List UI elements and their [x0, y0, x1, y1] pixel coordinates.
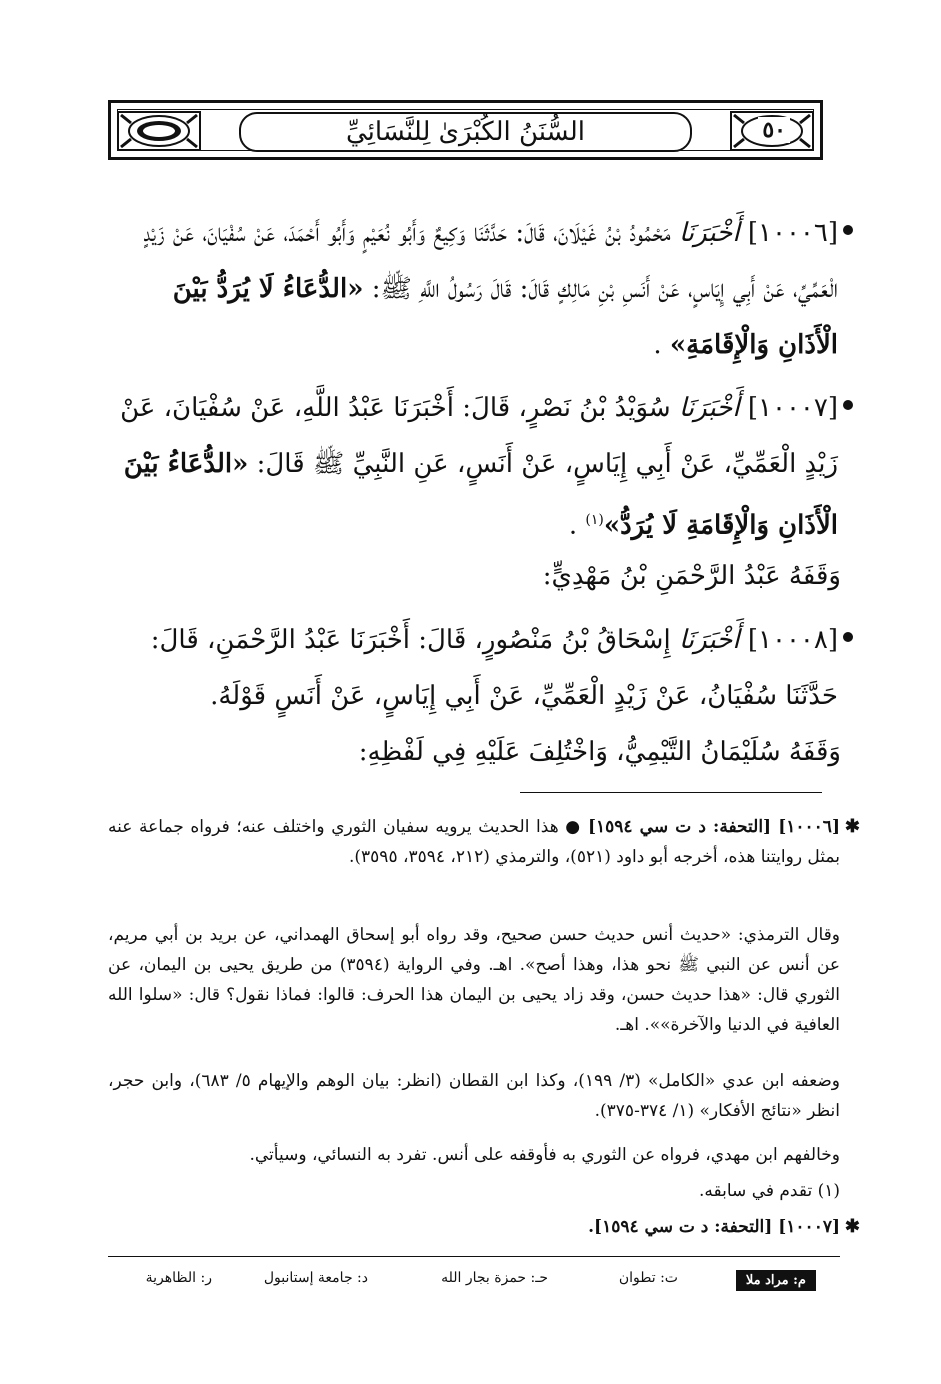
footnote-10007: [108, 1212, 860, 1242]
hadith-text: مَحْمُودُ بْنُ غَيْلَانَ، قَالَ: حَدَّثَنَا وَكِيعٌ وَأَبُو نُعَيْمٍ وَأَبُو أَحْمَدَ، عَنْ سُفْيَانَ، عَنْ زَيْدٍ الْعَمِّيِّ، عَنْ أَبِي إِيَاسٍ، عَنْ أَنَسِ بْنِ مَالِكٍ قَالَ: قَالَ رَسُولُ اللَّهِ ﷺ:: [143, 218, 838, 304]
hadith-number: [١٠٠٠٨]: [747, 625, 838, 655]
hadith-end: .: [568, 510, 578, 541]
akhbarana-label: أَخْبَرَنَا: [678, 393, 740, 423]
bullet-icon: [843, 225, 853, 235]
footer-rule: [108, 1256, 840, 1257]
hadith-10007: [108, 380, 838, 554]
manuscript-sigla: [108, 1266, 848, 1292]
hadith-number: [١٠٠٠٦]: [747, 218, 838, 248]
siglum-t: ت: تطوان: [618, 1270, 678, 1286]
ornament-left-icon: [117, 111, 201, 151]
waqfa-taymi: وَقَفَهُ سُلَيْمَانُ التَّيْمِيُّ، وَاخْتُلِفَ عَلَيْهِ فِي لَفْظِهِ:: [358, 737, 841, 767]
hadith-number: [١٠٠٠٧]: [747, 393, 838, 423]
siglum-h: حـ: حمزة بجار الله: [441, 1270, 548, 1286]
hadith-10006: [108, 205, 838, 373]
footnote-text: ● هذا الحديث يرويه سفيان الثوري واختلف عنه؛ فرواه جماعة عنه بمثل روايتنا هذه، أخرجه أبو داود (٥٢١)، والترمذي (٢١٢، ٣٥٩٤، ٣٥٩٥).: [108, 817, 840, 867]
footnote-ref: [١٠٠٠٧] [التحفة: د ت سي ١٥٩٤].: [588, 1217, 840, 1237]
siglum-m: م: مراد ملا: [736, 1270, 816, 1291]
footnote-separator: [520, 792, 822, 793]
asterisk-icon: ✱: [844, 816, 860, 837]
hadith-quote: «الدُّعَاءُ بَيْنَ الْأَذَانِ وَالْإِقَامَةِ لَا يُرَدُّ»: [123, 449, 838, 541]
footnote-marker: (١): [585, 512, 604, 528]
siglum-r: ر: الظاهرية: [145, 1270, 212, 1286]
hadith-quote: «الدُّعَاءُ لَا يُرَدُّ بَيْنَ الْأَذَانِ وَالْإِقَامَةِ»: [172, 274, 838, 360]
bullet-icon: [843, 400, 853, 410]
page-header: [108, 100, 823, 160]
page-number: ٥٠: [758, 117, 790, 143]
hadith-text: سُوَيْدُ بْنُ نَصْرٍ، قَالَ: أَخْبَرَنَا عَبْدُ اللَّهِ، عَنْ سُفْيَانَ، عَنْ زَيْدٍ الْعَمِّيِّ، عَنْ أَبِي إِيَاسٍ، عَنْ أَنَسٍ، عَنِ النَّبِيِّ ﷺ قَالَ:: [120, 393, 838, 479]
title-box: [239, 112, 692, 152]
asterisk-icon: ✱: [844, 1216, 860, 1237]
footnote-daif: وضعفه ابن عدي «الكامل» (٣/ ١٩٩)، وكذا ابن القطان (انظر: بيان الوهم والإيهام ٥/ ٦٨٣)، وابن حجر، انظر «نتائج الأفكار» (١/ ٣٧٤-٣٧٥).: [108, 1071, 840, 1121]
footnote-ref: [١٠٠٠٦] [التحفة: د ت سي ١٥٩٤]: [587, 817, 840, 837]
akhbarana-label: أَخْبَرَنَا: [678, 218, 740, 248]
footnote-1: (١) تقدم في سابقه.: [699, 1181, 840, 1201]
siglum-d: د: جامعة إستانبول: [263, 1270, 368, 1286]
footnote-10006: [108, 812, 860, 872]
hadith-10008: [108, 612, 838, 724]
page-title: السُّنَنُ الكُبْرَىٰ لِلنَّسَائِيِّ: [346, 117, 585, 147]
footnote-tirmidhi: وقال الترمذي: «حديث أنس حديث حسن صحيح، وقد رواه أبو إسحاق الهمداني، عن بريد بن أبي مريم، عن أنس عن النبي ﷺ نحو هذا، وهذا أصح». اهـ. وفي الرواية (٣٥٩٤) من طريق يحيى بن اليمان، عن الثوري قال: «هذا حديث حسن، وقد زاد يحيى بن اليمان هذا الحرف: قالوا: فماذا نقول؟ قال: «سلوا الله العافية في الدنيا والآخرة»». اهـ.: [108, 925, 841, 1035]
footnote-mahdi: وخالفهم ابن مهدي، فرواه عن الثوري به فأوقفه على أنس. تفرد به النسائي، وسيأتي.: [249, 1145, 840, 1165]
hadith-end: .: [653, 330, 662, 360]
hadith-text: إِسْحَاقُ بْنُ مَنْصُورٍ، قَالَ: أَخْبَرَنَا عَبْدُ الرَّحْمَنِ، قَالَ: حَدَّثَنَا سُفْيَانُ، عَنْ زَيْدٍ الْعَمِّيِّ، عَنْ أَبِي إِيَاسٍ، عَنْ أَنَسٍ قَوْلَهُ.: [150, 625, 838, 711]
bullet-icon: [843, 632, 853, 642]
akhbarana-label: أَخْبَرَنَا: [678, 625, 740, 655]
waqfa-mahdi: وَقَفَهُ عَبْدُ الرَّحْمَنِ بْنُ مَهْدِيٍّ:: [542, 561, 841, 591]
